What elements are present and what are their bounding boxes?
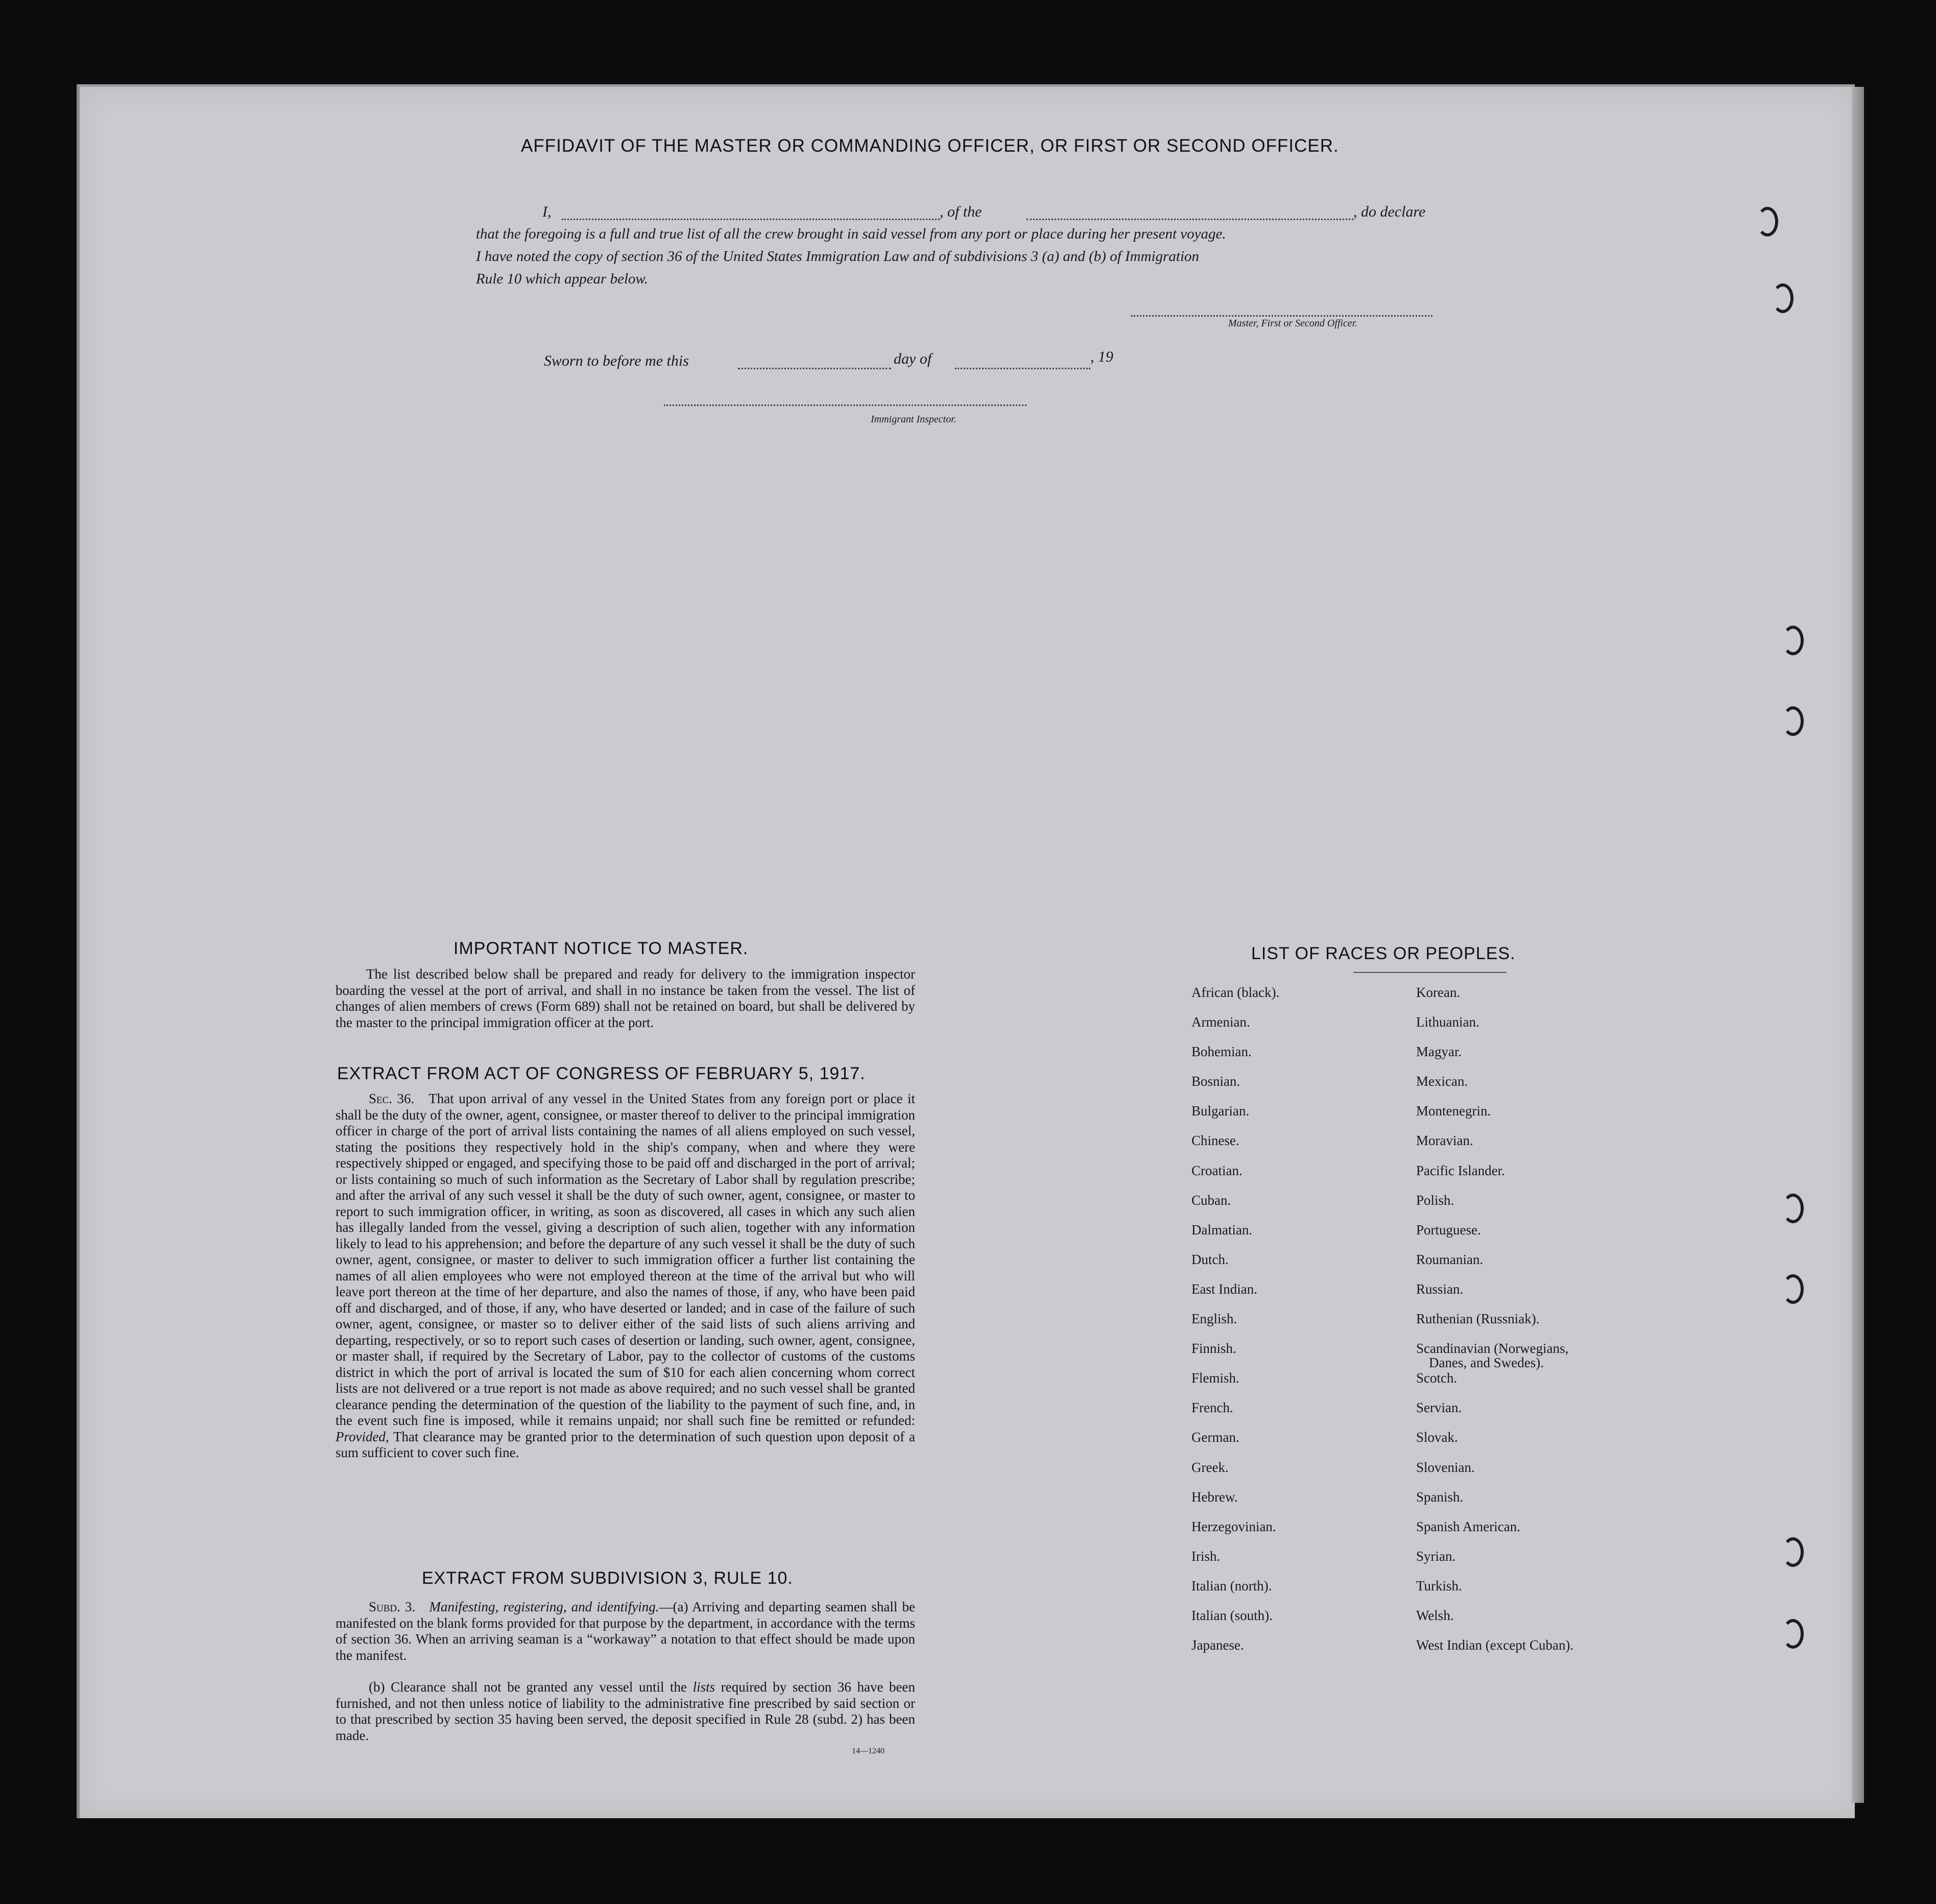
race-item: Roumanian. [1416, 1251, 1484, 1267]
affidavit-line2: that the foregoing is a full and true list of all the crew brought in said vessel from any port or place during her present voyage. [476, 226, 1226, 242]
affidavit-line1-end: , do declare [1353, 203, 1426, 220]
race-item: Turkish. [1416, 1578, 1462, 1593]
binder-hole-icon [1782, 626, 1804, 655]
race-item: Greek. [1191, 1459, 1229, 1475]
binder-hole-icon [1782, 706, 1804, 736]
race-item-line1: Scandinavian (Norwegians, [1416, 1341, 1569, 1356]
race-item [1416, 1341, 1573, 1370]
rule-subd-title: Manifesting, registering, and identifying. [429, 1599, 659, 1614]
race-item: Bulgarian. [1191, 1103, 1250, 1119]
race-item: Chinese. [1191, 1133, 1239, 1149]
rule-part-a [336, 1599, 915, 1663]
rule-part-b-end: required by section 36 have been furnished, and not then unless notice of liability to the administrative fine prescribed by said section or to that prescribed by section 35 having been served, the deposit specified in Rule 28 (subd. 2) has been made. [336, 1679, 916, 1743]
race-item: East Indian. [1191, 1281, 1257, 1297]
race-item: Korean. [1416, 985, 1461, 1000]
page-edge [1852, 87, 1864, 1803]
rule-heading: EXTRACT FROM SUBDIVISION 3, RULE 10. [422, 1568, 793, 1588]
notice-heading: IMPORTANT NOTICE TO MASTER. [453, 939, 749, 958]
affidavit-line1-start: I, [542, 203, 552, 220]
race-item: Welsh. [1416, 1607, 1454, 1623]
sworn-text-mid: day of [894, 350, 932, 367]
race-item: African (black). [1191, 985, 1280, 1000]
act-body [336, 1091, 915, 1461]
race-item: Moravian. [1416, 1133, 1473, 1149]
act-provided: Provided, [336, 1429, 389, 1444]
race-item: Italian (south). [1191, 1607, 1273, 1623]
binder-hole-icon [1782, 1274, 1804, 1304]
inspector-signature-blank[interactable] [664, 404, 1026, 406]
rule-part-b-start: (b) Clearance shall not be granted any vessel until the [369, 1679, 687, 1695]
race-item: Spanish American. [1416, 1518, 1520, 1534]
race-item: Bosnian. [1191, 1074, 1240, 1089]
race-item: Bohemian. [1191, 1044, 1252, 1060]
binder-hole-icon [1757, 207, 1778, 236]
race-item: Magyar. [1416, 1044, 1462, 1060]
race-item: Irish. [1191, 1548, 1221, 1564]
act-section-label: Sec. 36. [369, 1091, 415, 1106]
race-item: Montenegrin. [1416, 1103, 1491, 1119]
affidavit-heading: AFFIDAVIT OF THE MASTER OR COMMANDING OFFICER, OR FIRST OR SECOND OFFICER. [521, 136, 1339, 156]
act-heading: EXTRACT FROM ACT OF CONGRESS OF FEBRUARY 5, 1917. [337, 1064, 866, 1083]
act-section-text: That upon arrival of any vessel in the United States from any foreign port or place it shall be the duty of the owner, agent, consignee, or master thereof to deliver to the principal immigration officer in charge of the port of arrival lists containing the names of all aliens employed on such vessel, stating the positions they respectively hold in the ship's company, when and where they were respectively shipped or engaged, and specifying those to be paid off and discharged in the port of arrival; or lists containing so much of such information as the Secretary of Labor shall by regulation prescribe; and after the arrival of any such vessel it shall be the duty of such owner, agent, consignee, or master to report to such immigration officer, in writing, as soon as discovered, all cases in which any such alien has illegally landed from the vessel, giving a description of such alien, together with any information likely to lead to his apprehension; and before the departure of any such vessel it shall be the duty of such owner, agent, consignee, or master to deliver to such immigration officer a further list containing the names of all alien employees who were not employed thereon at the time of the arrival but who will leave port thereon at the time of her departure, and also the names of those, if any, who have been paid off and discharged, and of those, if any, who have deserted or landed; and in case of the failure of such owner, agent, consignee, or master so to deliver either of the said lists of such aliens arriving and departing, respectively, or so to report such cases of desertion or landing, such owner, agent, consignee, or master shall, if required by the Secretary of Labor, pay to the collector of customs of the customs district in which the port of arrival is located the sum of $10 for each alien concerning whom correct lists are not delivered or a true report is not made as above required; and no such vessel shall be granted clearance pending the determination of the question of the liability to the payment of such fine, and, in the event such fine is imposed, while it remains unpaid; nor shall such fine be remitted or refunded: [336, 1091, 916, 1428]
affidavit-line4: Rule 10 which appear below. [476, 271, 648, 287]
races-left-column [1191, 985, 1279, 1667]
race-item: Hebrew. [1191, 1489, 1238, 1505]
race-item: Armenian. [1191, 1014, 1250, 1030]
inspector-caption: Immigrant Inspector. [871, 414, 957, 425]
race-item: Mexican. [1416, 1074, 1468, 1089]
race-item: Pacific Islander. [1416, 1162, 1505, 1178]
signature-blank[interactable] [1131, 315, 1432, 317]
binder-hole-icon [1782, 1194, 1804, 1223]
race-item: Dutch. [1191, 1251, 1229, 1267]
race-item: French. [1191, 1400, 1233, 1416]
race-item: Russian. [1416, 1281, 1464, 1297]
binder-hole-icon [1782, 1537, 1804, 1567]
race-item: Scotch. [1416, 1370, 1457, 1386]
race-item: Lithuanian. [1416, 1014, 1479, 1030]
sworn-text-start: Sworn to before me this [544, 352, 689, 369]
notice-body: The list described below shall be prepared and ready for delivery to the immigration inspector boarding the vessel at the port of arrival, and shall in no instance be taken from the vessel. The list of changes of alien members of crews (Form 689) shall not be retained on board, but shall be delivered by the master to the principal immigration officer at the port. [336, 966, 915, 1030]
binder-hole-icon [1782, 1619, 1804, 1649]
name-blank[interactable] [562, 219, 940, 220]
affidavit-line3: I have noted the copy of section 36 of the United States Immigration Law and of subdivisions 3 (a) and (b) of Immigration [476, 248, 1200, 265]
day-blank[interactable] [738, 368, 891, 369]
race-item: Spanish. [1416, 1489, 1464, 1505]
vessel-blank[interactable] [1026, 219, 1353, 220]
rule-subd-label: Subd. 3. [369, 1599, 416, 1614]
race-item-line2: Danes, and Swedes). [1429, 1355, 1544, 1371]
races-heading: LIST OF RACES OR PEOPLES. [1251, 944, 1516, 963]
signature-caption: Master, First or Second Officer. [1228, 318, 1358, 329]
race-item: Portuguese. [1416, 1222, 1481, 1237]
race-item: Flemish. [1191, 1370, 1239, 1386]
race-item: West Indian (except Cuban). [1416, 1637, 1574, 1653]
month-blank[interactable] [955, 368, 1090, 369]
rule-part-b [336, 1679, 915, 1744]
races-heading-rule [1353, 972, 1507, 973]
race-item: Slovenian. [1416, 1459, 1475, 1475]
race-item: Slovak. [1416, 1430, 1458, 1445]
rule-part-a-text: —(a) Arriving and departing seamen shall be manifested on the blank forms provided for that purpose by the department, in accordance with the terms of section 36. When an arriving seaman is a “workaway” a notation to that effect should be made upon the manifest. [336, 1599, 915, 1663]
race-item: Finnish. [1191, 1341, 1236, 1356]
document-page [77, 84, 1855, 1818]
race-item: Italian (north). [1191, 1578, 1272, 1593]
race-item: English. [1191, 1311, 1237, 1327]
sworn-year: , 19 [1090, 348, 1113, 365]
race-item: Dalmatian. [1191, 1222, 1253, 1237]
race-item: Ruthenian (Russniak). [1416, 1311, 1540, 1327]
race-item: Syrian. [1416, 1548, 1456, 1564]
form-number: 14—1240 [852, 1747, 885, 1755]
race-item: German. [1191, 1430, 1239, 1445]
race-item: Croatian. [1191, 1162, 1242, 1178]
race-item: Cuban. [1191, 1192, 1231, 1208]
race-item: Polish. [1416, 1192, 1454, 1208]
race-item: Servian. [1416, 1400, 1462, 1416]
race-item: Japanese. [1191, 1637, 1244, 1653]
binder-hole-icon [1772, 283, 1794, 313]
race-item: Herzegovinian. [1191, 1518, 1276, 1534]
rule-part-b-lists: lists [692, 1679, 715, 1695]
affidavit-line1-mid: , of the [940, 203, 982, 220]
act-section-end: That clearance may be granted prior to the determination of such question upon deposit of a sum sufficient to cover such fine. [336, 1429, 916, 1460]
races-right-column [1416, 985, 1573, 1667]
